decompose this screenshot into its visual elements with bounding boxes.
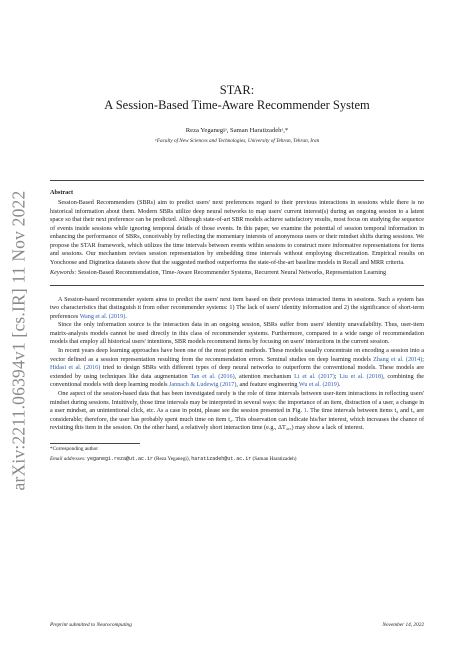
- p3-text-h: .: [338, 382, 341, 389]
- footnote-rule: [50, 443, 140, 444]
- email-owner-2: (Saman Haratizadeh): [251, 455, 297, 462]
- p3-text-f: , combining the conventional models with deep learning models: [50, 373, 424, 389]
- citation-link[interactable]: Tan et al. (2016): [190, 373, 235, 380]
- paragraph-3: [50, 347, 424, 390]
- title-block: [50, 83, 424, 145]
- email-label: Email addresses:: [50, 455, 86, 462]
- p4-text-a: One aspect of the session-based data that has been investigated rarely is the role of time intervals between user-item interactions in reflecting users' mindset during sessions. Intuitively, those time intervals may be interpreted in several ways: the importance of an item, distraction of a user, a change in a user mindset, an unintentional click, etc. As a case in point, please see the session presented in Fig.: [50, 391, 424, 415]
- p3-text-c: tried to design SBRs with different types of deep neural networks to outperform the conventional models. These models are extended by using techniques like data augmentation: [50, 365, 424, 380]
- keywords: [50, 269, 424, 278]
- paper-title: [50, 83, 424, 113]
- page-footer: [50, 621, 424, 629]
- body-text: [50, 296, 424, 434]
- citation-link[interactable]: Zhang et al. (2014): [373, 356, 423, 363]
- abstract-text: Session-Based Recommenders (SBRs) aim to predict users' next preferences regard to their previous interactions in sessions while there is no historical information about them. Modern SBRs utilize deep neural networks to map users' current interest(s) during an ongoing session to a latent space so that their next preference can be predicted. Although state-of-art SBR models achieve satisfactory results, most focus on studying the sequence of events inside sessions while ignoring temporal details of those events. In this paper, we examine the potential of session temporal information in enhancing the performance of SBRs, conceivably by reflecting the momentary interests of anonymous users or their mindset shifts during sessions. We propose the STAR framework, which utilizes the time intervals between events within sessions to construct more informative representations for items and sessions. Our mechanism revises session representation by embedding time intervals without employing discretization. Empirical results on Yoochoose and Diginetica datasets show that the suggested method outperforms the state-of-the-art baseline models in Recall and MRR criteria.: [50, 200, 424, 266]
- paragraph-2: Since the only information source is the interaction data in an ongoing session, SBRs suffer from users' identity unavailability. Thus, user-item matrix-analysis models cannot be used directly in this class of recommender systems. Furthermore, compared to a wide range of recommendation models that employ all historical users' intentions, SBR models recommend items by focusing on users' interactions in the current session.: [50, 322, 424, 346]
- email-link[interactable]: haratizadeh@ut.ac.ir: [191, 455, 252, 462]
- p3-text-a: In recent years deep learning approaches have been one of the most potent methods. These models usually concentrate on encoding a session into a vector defined as a session representation resulting from the recommendation errors. Seminal studies on deep learning models: [50, 348, 424, 363]
- abstract-bottom-rule: [50, 285, 424, 286]
- footer-date: November 14, 2022: [382, 622, 424, 628]
- arxiv-stamp: [2, 190, 36, 490]
- footnote-emails: [50, 456, 424, 464]
- p3-text-d: , attention mechanism: [234, 373, 295, 380]
- citation-link[interactable]: Jannach & Ludewig (2017): [169, 382, 237, 389]
- affiliation: ᵃFaculty of New Sciences and Technologies, University of Tehran, Tehran, Iran: [154, 138, 320, 144]
- p4-text-b: . The time intervals between items t₂ and t₃ are considerable; therefore, the user has probably spent much time on item t₂. This observation can indicate his/her interest, which increases the chance of revisiting this item in the session. On the other hand, a relatively short interaction time (e.g., ΔT₄,₅) may show a lack of interest.: [50, 408, 424, 432]
- citation-link[interactable]: Hidasi et al. (2016): [50, 365, 101, 372]
- paragraph-4: [50, 390, 424, 433]
- abstract-top-rule: [50, 180, 424, 181]
- abstract-heading: Abstract: [50, 189, 74, 196]
- paragraph-1: [50, 296, 424, 322]
- keywords-label: Keywords:: [50, 270, 77, 276]
- p1-end: .: [125, 313, 127, 320]
- keywords-text: Session-Based Recommendation, Time-Aware Recommender Systems, Recurrent Neural Networks, Representation Learning: [77, 270, 387, 276]
- arxiv-stamp-text: arXiv:2211.06394v1 [cs.IR] 11 Nov 2022: [8, 190, 29, 490]
- footnote-corresponding: *Corresponding author: [50, 446, 98, 452]
- citation-link[interactable]: Li et al. (2017): [294, 373, 335, 380]
- p1-text: A Session-based recommender system aims to predict the users' next item based on their previous interacted items in sessions. Such a system has two characteristics that distinguish it from other recommender systems: 1) The lack of users' identity information and 2) the significance of short-term preferences: [50, 296, 424, 320]
- p3-text-e: ;: [334, 373, 340, 380]
- authors: Reza Yeganegiᵃ, Saman Haratizadehᵃ,*: [185, 127, 289, 134]
- citation-link[interactable]: Wang et al. (2019): [79, 313, 126, 320]
- email-link[interactable]: yeganegi.reza@ut.ac.ir: [86, 455, 153, 462]
- paper-content: [50, 0, 424, 463]
- citation-link[interactable]: Liu et al. (2018): [339, 373, 384, 380]
- citation-link[interactable]: Wu et al. (2019): [298, 382, 339, 389]
- p3-text-g: , and feature engineering: [236, 382, 299, 389]
- title-line-2: A Session-Based Time-Aware Recommender System: [104, 98, 370, 112]
- email-owner-1: (Reza Yeganegi),: [153, 455, 192, 462]
- figure-link[interactable]: 1: [303, 408, 307, 415]
- p3-text-b: ;: [422, 356, 425, 363]
- footer-preprint: Preprint submitted to Neurocomputing: [50, 622, 132, 628]
- title-line-1: STAR:: [219, 83, 255, 97]
